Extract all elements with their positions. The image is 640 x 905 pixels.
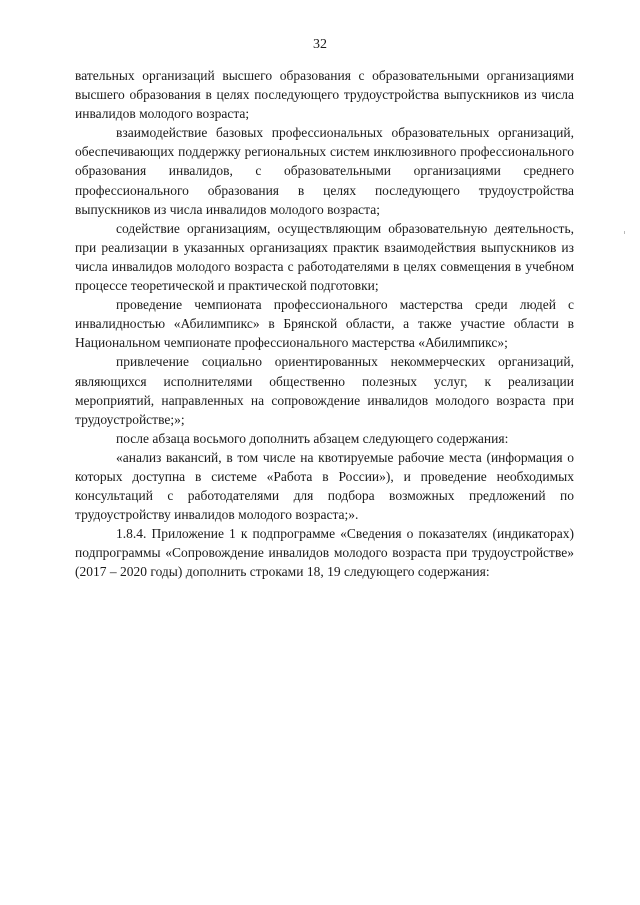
page-number: 32	[313, 37, 327, 52]
paragraph-vacancy-analysis: «анализ вакансий, в том числе на квотируемые рабочие места (информация о которых доступна в системе «Работа в России»), и проведение необходимых консультаций с работодателями для подбора возможных предложений по трудоустройству инвалидов молодого возраста;».	[75, 449, 574, 523]
paragraph-after-eighth-paragraph: после абзаца восьмого дополнить абзацем следующего содержания:	[116, 430, 509, 446]
paragraph-nonprofit-organizations: привлечение социально ориентированных некоммерческих организаций, являющихся исполнителями общественно полезных услуг, к реализации мероприятий, направленных на сопровождение инвалидов молодого возраста при трудоустройстве;»;	[75, 354, 574, 427]
document-body	[75, 66, 574, 582]
paragraph-interaction-base-organizations: взаимодействие базовых профессиональных образовательных организаций, обеспечивающих поддержку региональных систем инклюзивного профессионального образования инвалидов, с образовательными организациями среднего профессионального образования в целях последующего трудоустройства выпускников из числа инвалидов молодого возраста;	[75, 125, 574, 217]
margin-mark	[624, 231, 625, 234]
paragraph-assistance-organizations: содействие организациям, осуществляющим образовательную деятельность, при реализации в указанных организациях практик взаимодействия выпускников из числа инвалидов молодого возраста с работодателями в целях совмещения в учебном процессе теоретической и практической подготовки;	[75, 220, 574, 294]
paragraph-section-1-8-4: 1.8.4. Приложение 1 к подпрограмме «Сведения о показателях (индикаторах) подпрограммы «Сопровождение инвалидов молодого возраста при трудоустройстве» (2017 – 2020 годы) дополнить строками 18, 19 следующего содержания:	[75, 526, 574, 580]
paragraph-abilympics-championship: проведение чемпионата профессионального мастерства среди людей с инвалидностью «Абилимпикс» в Брянской области, а также участие области в Национальном чемпионате профессионального мастерства «Абилимпикс»;	[75, 297, 574, 351]
paragraph-continuation: вательных организаций высшего образования с образовательными организациями высшего образования в целях последующего трудоустройства выпускников из числа инвалидов молодого возраста;	[75, 68, 574, 122]
